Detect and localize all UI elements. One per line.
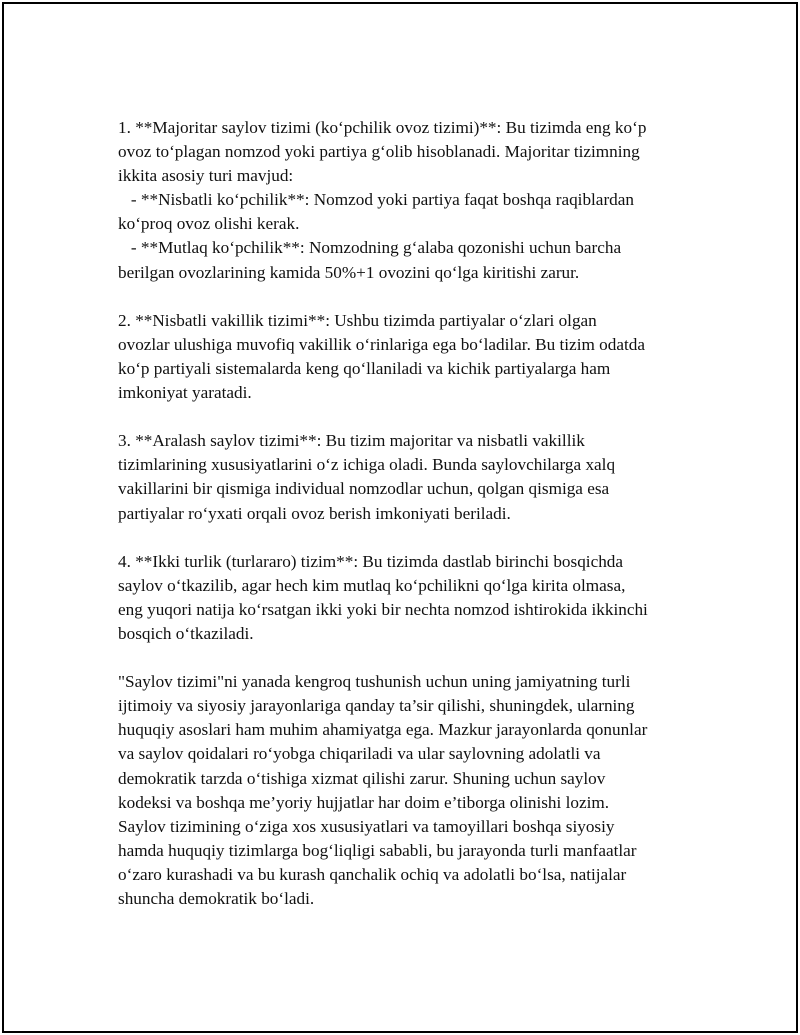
text-line: tizimlarining xususiyatlarini o‘z ichiga oladi. Bunda saylovchilarga xalq [118,455,616,475]
paragraph-ikki-turlik [118,550,698,646]
paragraph-gap [118,646,698,670]
text-line: "Saylov tizimi"ni yanada kengroq tushunish uchun uning jamiyatning turli [118,672,631,692]
text-line: 2. **Nisbatli vakillik tizimi**: Ushbu tizimda partiyalar o‘zlari olgan [118,310,597,330]
text-line: - **Nisbatli ko‘pchilik**: Nomzod yoki partiya faqat boshqa raqiblardan [118,190,634,210]
text-line: ovozlar ulushiga muvofiq vakillik o‘rinlariga ega bo‘ladilar. Bu tizim odatda [118,334,645,354]
text-line: saylov o‘tkazilib, agar hech kim mutlaq ko‘pchilikni qo‘lga kirita olmasa, [118,575,626,595]
text-line: 4. **Ikki turlik (turlararo) tizim**: Bu tizimda dastlab birinchi bosqichda [118,551,624,571]
text-line: bosqich o‘tkaziladi. [118,623,254,643]
text-line: demokratik tarzda o‘tishiga xizmat qilishi zarur. Shuning uchun saylov [118,768,606,788]
paragraph-majoritar [118,116,698,285]
text-line: ijtimoiy va siyosiy jarayonlariga qanday ta’sir qilishi, shuningdek, ularning [118,696,635,716]
text-line: imkoniyat yaratadi. [118,383,252,403]
document-body [118,116,698,911]
text-line: vakillarini bir qismiga individual nomzodlar uchun, qolgan qismiga esa [118,479,610,499]
text-line: hamda huquqiy tizimlarga bog‘liqligi sababli, bu jarayonda turli manfaatlar [118,840,637,860]
paragraph-xulosa [118,670,698,911]
text-line: Saylov tizimining o‘ziga xos xususiyatlari va tamoyillari boshqa siyosiy [118,816,615,836]
text-line: kodeksi va boshqa me’yoriy hujjatlar har doim e’tiborga olinishi lozim. [118,792,610,812]
text-line: ovoz to‘plagan nomzod yoki partiya g‘olib hisoblanadi. Majoritar tizimning [118,142,640,162]
text-line: ko‘proq ovoz olishi kerak. [118,214,300,234]
text-line: shuncha demokratik bo‘ladi. [118,889,315,908]
text-line: huquqiy asoslari ham muhim ahamiyatga ega. Mazkur jarayonlarda qonunlar [118,720,648,740]
paragraph-gap [118,526,698,550]
text-line: va saylov qoidalari ro‘yobga chiqariladi va ular saylovning adolatli va [118,744,601,764]
text-line: eng yuqori natija ko‘rsatgan ikki yoki bir nechta nomzod ishtirokida ikkinchi [118,599,648,619]
paragraph-nisbatli [118,309,698,405]
text-line: 3. **Aralash saylov tizimi**: Bu tizim majoritar va nisbatli vakillik [118,431,585,451]
paragraph-gap [118,285,698,309]
text-line: 1. **Majoritar saylov tizimi (ko‘pchilik ovoz tizimi)**: Bu tizimda eng ko‘p [118,118,647,137]
text-line: berilgan ovozlarining kamida 50%+1 ovozini qo‘lga kiritishi zarur. [118,262,580,282]
paragraph-gap [118,405,698,429]
text-line: o‘zaro kurashadi va bu kurash qanchalik ochiq va adolatli bo‘lsa, natijalar [118,864,627,884]
paragraph-aralash [118,429,698,525]
text-line: ko‘p partiyali sistemalarda keng qo‘llaniladi va kichik partiyalarga ham [118,358,611,378]
text-line: partiyalar ro‘yxati orqali ovoz berish imkoniyati beriladi. [118,503,511,523]
text-line: - **Mutlaq ko‘pchilik**: Nomzodning g‘alaba qozonishi uchun barcha [118,238,622,258]
text-line: ikkita asosiy turi mavjud: [118,166,294,186]
